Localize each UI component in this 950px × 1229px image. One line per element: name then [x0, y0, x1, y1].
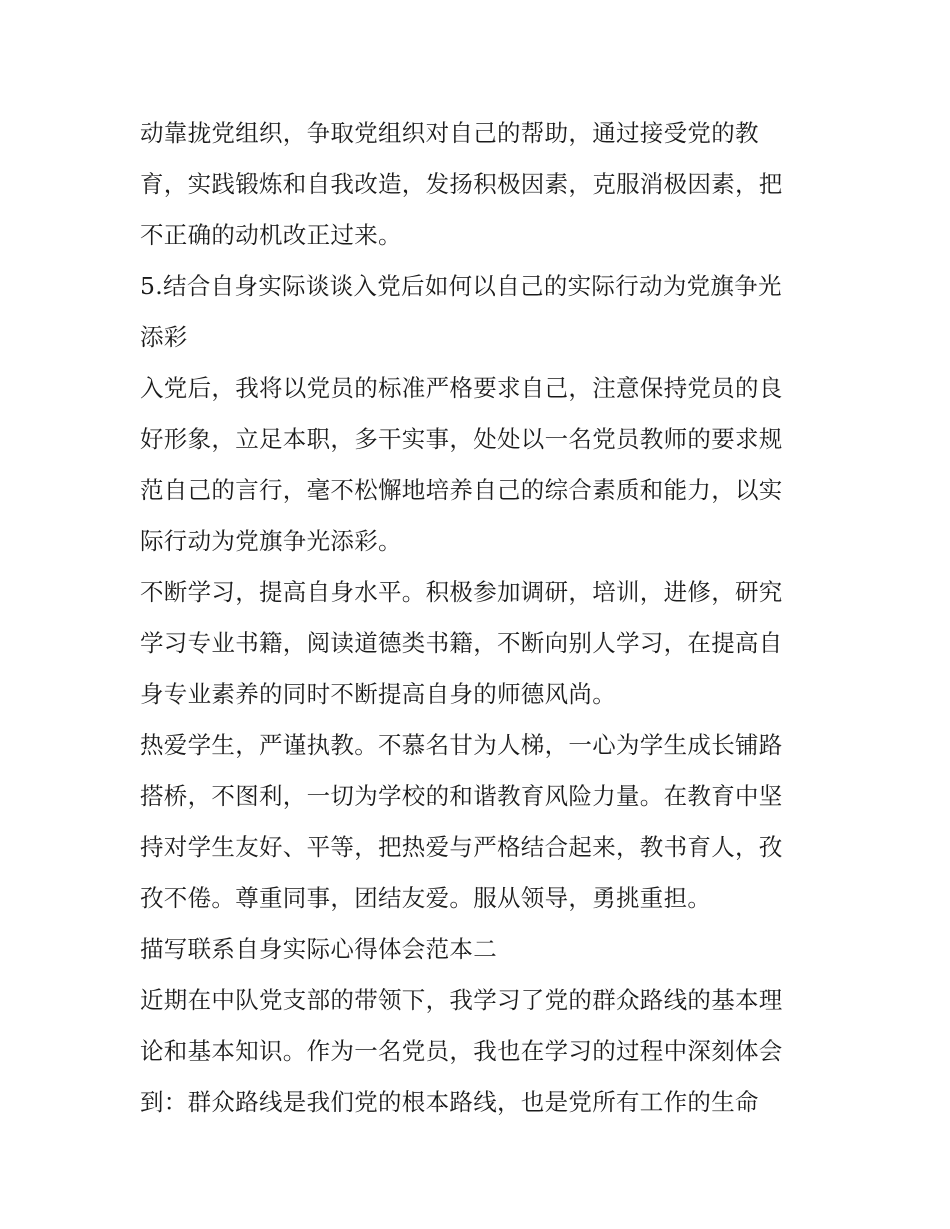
section-heading: 5.结合自身实际谈谈入党后如何以自己的实际行动为党旗争光 — [140, 272, 782, 300]
section-heading: 添彩 — [140, 323, 188, 351]
text-line: 际行动为党旗争光添彩。 — [140, 527, 402, 555]
text-line: 论和基本知识。作为一名党员，我也在学习的过程中深刻体会 — [140, 1037, 783, 1065]
text-line: 搭桥，不图利，一切为学校的和谐教育风险力量。在教育中坚 — [140, 782, 783, 810]
text-line: 热爱学生，严谨执教。不慕名甘为人梯，一心为学生成长铺路 — [140, 731, 783, 759]
text-line: 身专业素养的同时不断提高自身的师德风尚。 — [140, 680, 616, 708]
section-heading: 描写联系自身实际心得体会范本二 — [140, 935, 497, 963]
text-line: 范自己的言行，毫不松懈地培养自己的综合素质和能力，以实 — [140, 476, 783, 504]
text-line: 持对学生友好、平等，把热爱与严格结合起来，教书育人，孜 — [140, 833, 783, 861]
text-line: 好形象，立足本职，多干实事，处处以一名党员教师的要求规 — [140, 425, 783, 453]
body-text — [140, 108, 812, 1128]
text-line: 学习专业书籍，阅读道德类书籍，不断向别人学习，在提高自 — [140, 629, 783, 657]
text-line: 动靠拢党组织，争取党组织对自己的帮助，通过接受党的教 — [140, 119, 759, 147]
text-line: 育，实践锻炼和自我改造，发扬积极因素，克服消极因素，把 — [140, 170, 783, 198]
text-line: 孜不倦。尊重同事，团结友爱。服从领导，勇挑重担。 — [140, 884, 712, 912]
text-line: 不正确的动机改正过来。 — [140, 221, 402, 249]
text-line: 不断学习，提高自身水平。积极参加调研，培训，进修，研究 — [140, 578, 783, 606]
text-line: 入党后，我将以党员的标准严格要求自己，注意保持党员的良 — [140, 374, 783, 402]
text-line: 近期在中队党支部的带领下，我学习了党的群众路线的基本理 — [140, 986, 783, 1014]
text-line: 到：群众路线是我们党的根本路线，也是党所有工作的生命 — [140, 1088, 759, 1116]
